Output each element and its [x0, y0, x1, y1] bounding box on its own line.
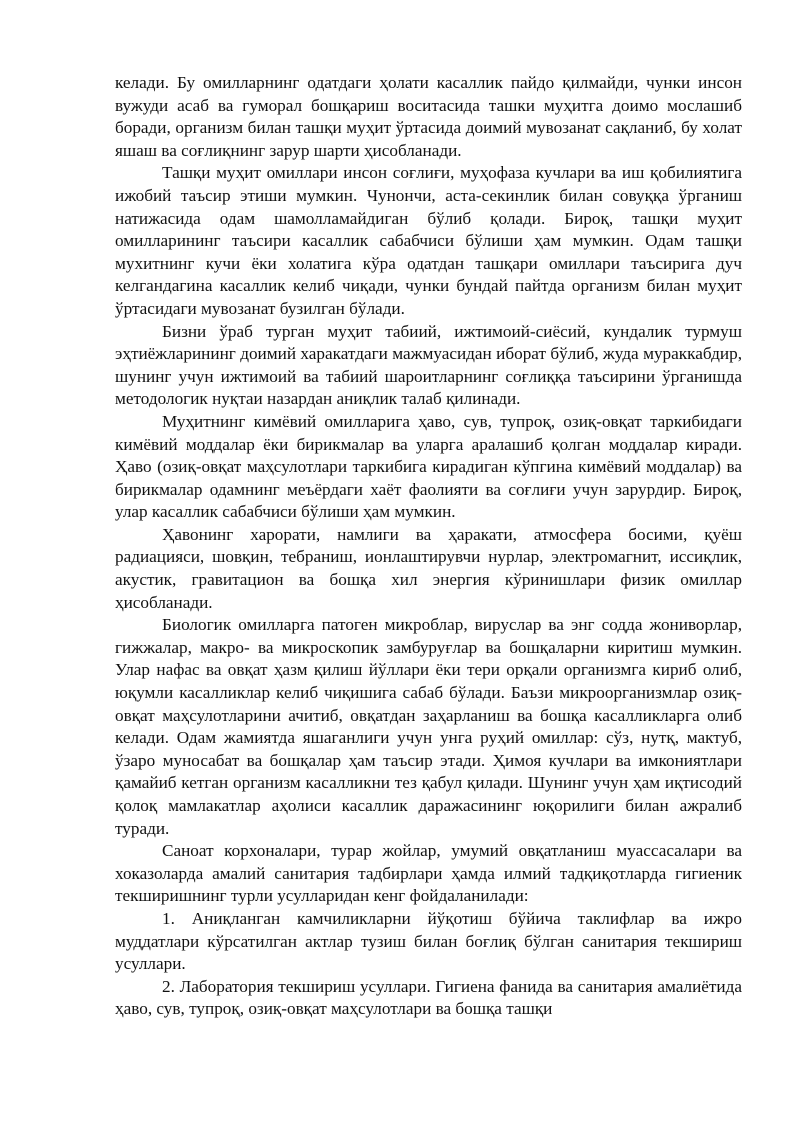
- list-item-laboratory-methods: 2. Лаборатория текшириш усуллари. Гигиена фанида ва санитария амалиётида ҳаво, сув, тупроқ, озиқ-овқат маҳсулотлари ва бошқа ташқи: [115, 976, 742, 1019]
- paragraph-biological-factors: Биологик омилларга патоген микроблар, вируслар ва энг содда жониворлар, гижжалар, макро- ва микроскопик замбуруғлар ва бошқаларни киритиш мумкин. Улар нафас ва овқат ҳазм қилиш йўллари ёки тери орқали организмга кириб олиб, юқумли касалликлар келиб чиқишига сабаб бўлади. Баъзи микроорганизмлар озиқ-овқат маҳсулотларини ачитиб, овқатдан заҳарланиш ва бошқа касалликларга олиб келади. Одам жамиятда яшаганлиги учун унга руҳий омиллар: сўз, нутқ, мактуб, ўзаро муносабат ва бошқалар ҳам таъсир этади. Ҳимоя кучлари ва имкониятлари қамайиб кетган организм касалликни тез қабул қилади. Шунинг учун ҳам иқтисодий қолоқ мамлакатлар аҳолиси касаллик даражасининг юқорилиги билан ажралиб туради.: [115, 615, 742, 838]
- paragraph-continuation: келади. Бу омилларнинг одатдаги ҳолати касаллик пайдо қилмайди, чунки инсон вужуди асаб ва гуморал бошқариш воситасида ташки муҳитга доимо мослашиб боради, организм билан ташқи муҳит ўртасида доимий мувозанат сақланиб, бу холат яшаш ва соғлиқнинг зарур шарти ҳисобланади.: [115, 73, 742, 160]
- paragraph-hygiene-methods-intro: Саноат корхоналари, турар жойлар, умумий овқатланиш муассасалари ва хоказоларда амалий санитария тадбирлари ҳамда илмий тадқиқотларда гигиеник текширишнинг турли усулларидан кенг фойдаланилади:: [115, 841, 742, 906]
- document-page: [115, 72, 742, 1021]
- paragraph-surrounding-environment: Бизни ўраб турган муҳит табиий, ижтимоий-сиёсий, кундалик турмуш эҳтиёжларининг доимий харакатдаги мажмуасидан иборат бўлиб, жуда мураккабдир, шунинг учун ижтимоий ва табиий шароитларнинг соғлиққа таъсирини ўрганишда методологик нуқтаи назардан аниқлик талаб қилинади.: [115, 321, 742, 409]
- list-item-sanitary-inspection: 1. Аниқланган камчиликларни йўқотиш бўйича таклифлар ва ижро муддатлари кўрсатилган актлар тузиш билан боғлиқ бўлган санитария текшириш усуллари.: [115, 908, 742, 974]
- paragraph-chemical-factors: Муҳитнинг кимёвий омилларига ҳаво, сув, тупроқ, озиқ-овқат таркибидаги кимёвий моддалар ёки бирикмалар ва уларга аралашиб қолган моддалар киради. Ҳаво (озиқ-овқат маҳсулотлари таркибига кирадиган кўпгина кимёвий моддалар) ва бирикмалар одамнинг меъёрдаги хаёт фаолияти ва соғлиғи учун зарурдир. Бироқ, улар касаллик сабабчиси бўлиши ҳам мумкин.: [115, 411, 742, 522]
- paragraph-physical-factors: Ҳавонинг харорати, намлиги ва ҳаракати, атмосфера босими, қуёш радиацияси, шовқин, тебраниш, ионлаштирувчи нурлар, электромагнит, иссиқлик, акустик, гравитацион ва бошқа хил энергия кўринишлари физик омиллар ҳисобланади.: [115, 524, 742, 612]
- paragraph-external-environment: Ташқи муҳит омиллари инсон соғлиғи, муҳофаза кучлари ва иш қобилиятига ижобий таъсир этиши мумкин. Чунончи, аста-секинлик билан совуққа ўрганиш натижасида одам шамолламайдиган бўлиб қолади. Бироқ, ташқи муҳит омилларининг таъсири касаллик сабабчиси бўлиши ҳам мумкин. Одам ташқи мухитнинг кучи ёки холатига кўра одатдан ташқари омиллари таъсирига дуч келгандагина касаллик келиб чиқади, чунки бундай пайтда организм билан муҳит ўртасидаги мувозанат бузилган бўлади.: [115, 163, 742, 318]
